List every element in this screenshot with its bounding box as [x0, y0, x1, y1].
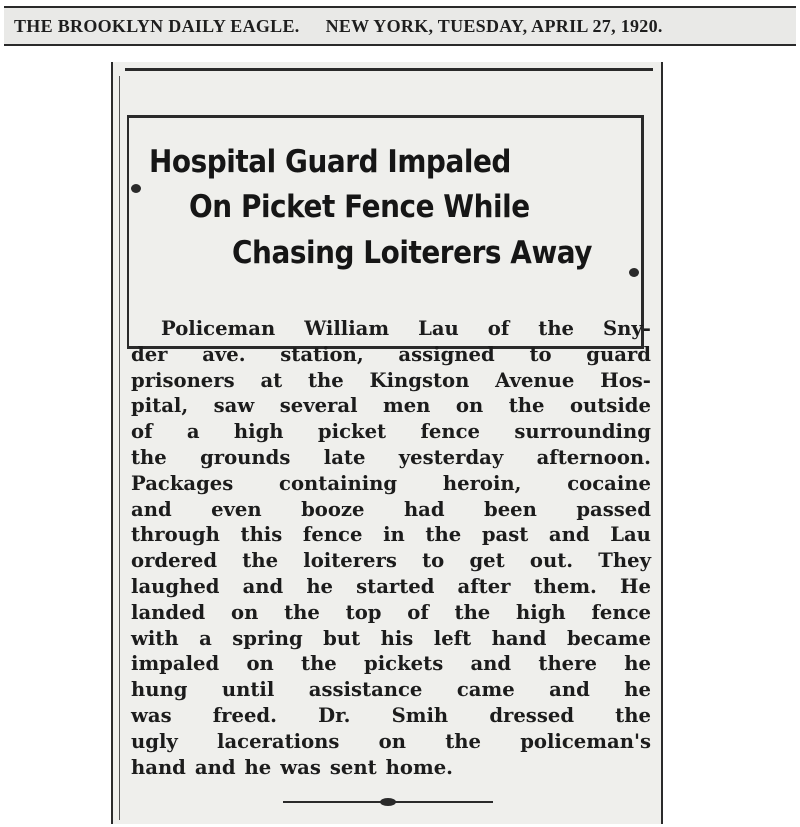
article-word: lacerations: [217, 729, 340, 753]
article-word: Smih: [391, 703, 449, 727]
box-ornament-dot: [629, 268, 639, 277]
article-word: pital,: [131, 394, 189, 418]
article-word: was: [131, 703, 172, 727]
article-word: fence: [302, 523, 363, 547]
article-word: even: [211, 497, 262, 521]
article-word: the: [425, 523, 462, 547]
article-line: [131, 600, 651, 626]
article-word: They: [598, 549, 651, 573]
article-word: past: [481, 523, 529, 547]
article-word: prisoners: [131, 368, 235, 392]
article-word: hand: [131, 755, 186, 779]
article-word: out.: [529, 549, 574, 573]
article-word: fence: [420, 420, 480, 444]
article-line: [131, 316, 651, 342]
article-word: guard: [586, 342, 651, 366]
newspaper-masthead: [4, 6, 796, 46]
article-word: William: [304, 317, 390, 340]
article-word: came: [456, 678, 515, 702]
box-ornament-dot: [131, 184, 141, 193]
article-word: on: [246, 652, 274, 676]
newspaper-name: THE BROOKLYN DAILY EAGLE.: [14, 15, 300, 36]
article-word: ave.: [202, 342, 246, 366]
article-word: pickets: [364, 652, 444, 676]
article-word: high: [516, 600, 566, 624]
article-word: the: [307, 368, 344, 392]
article-word: to: [422, 549, 445, 573]
article-word: in: [383, 523, 405, 547]
article-word: but: [323, 626, 361, 650]
article-word: this: [240, 523, 283, 547]
article-word: top: [345, 600, 382, 624]
article-word: the: [131, 445, 167, 469]
article-word: the: [615, 703, 651, 727]
article-word: high: [233, 420, 284, 444]
article-word: Lau: [610, 523, 651, 547]
article-word: hand: [491, 626, 547, 650]
article-word: the: [301, 652, 337, 676]
article-line: [131, 342, 651, 368]
article-word: yesterday: [398, 445, 504, 469]
article-word: ordered: [131, 549, 218, 573]
article-word: was: [280, 755, 321, 779]
article-word: laughed: [131, 574, 220, 598]
article-word: Dr.: [318, 703, 351, 727]
article-line: [131, 729, 651, 755]
article-word: on: [378, 729, 406, 753]
article-word: Kingston: [369, 368, 470, 392]
headline-line-2: On Picket Fence While: [189, 189, 530, 225]
article-word: Policeman: [161, 317, 276, 340]
article-word: loiterers: [303, 549, 397, 573]
article-word: and: [131, 497, 172, 521]
article-word: assigned: [398, 342, 495, 366]
article-word: a: [199, 626, 212, 650]
article-word: dressed: [489, 703, 575, 727]
article-word: Avenue: [495, 368, 575, 392]
top-rule: [125, 68, 653, 71]
article-word: the: [242, 549, 279, 573]
article-word: he: [624, 678, 651, 702]
article-word: home.: [385, 755, 454, 779]
article-word: and: [470, 652, 512, 676]
article-word: of: [131, 420, 153, 444]
article-word: and: [549, 678, 590, 702]
article-word: started: [356, 574, 435, 598]
article-word: assistance: [308, 678, 423, 702]
article-word: on: [231, 600, 259, 624]
article-word: policeman's: [520, 729, 651, 753]
article-word: late: [323, 445, 366, 469]
article-line: [131, 419, 651, 445]
article-word: of: [487, 317, 510, 340]
article-word: Lau: [418, 317, 459, 340]
article-word: the: [445, 729, 481, 753]
article-word: he: [306, 574, 334, 598]
article-word: He: [619, 574, 651, 598]
article-word: fence: [591, 600, 651, 624]
article-word: of: [407, 600, 429, 624]
newspaper-clipping: [111, 62, 663, 824]
article-word: several: [279, 394, 358, 418]
article-word: until: [221, 678, 275, 702]
article-word: been: [484, 497, 537, 521]
article-line: [131, 677, 651, 703]
article-word: passed: [576, 497, 651, 521]
article-word: impaled: [131, 652, 220, 676]
article-word: afternoon.: [536, 445, 651, 469]
article-word: picket: [317, 420, 387, 444]
article-word: surrounding: [514, 420, 651, 444]
article-line: [131, 445, 651, 471]
headline-line-1: Hospital Guard Impaled: [149, 144, 511, 180]
article-word: had: [403, 497, 445, 521]
article-word: station,: [280, 342, 364, 366]
article-word: his: [380, 626, 414, 650]
article-word: he: [244, 755, 272, 779]
article-word: the: [508, 394, 545, 418]
article-body: [131, 316, 651, 780]
article-word: and: [242, 574, 284, 598]
article-word: he: [624, 652, 651, 676]
article-word: landed: [131, 600, 206, 624]
article-line: [131, 626, 651, 652]
article-word: sent: [329, 755, 377, 779]
article-word: on: [455, 394, 484, 418]
article-word: left: [433, 626, 472, 650]
article-line: [131, 393, 651, 419]
article-word: ugly: [131, 729, 178, 753]
article-word: and: [548, 523, 590, 547]
column-rule: [119, 76, 120, 820]
article-word: heroin,: [442, 471, 522, 495]
article-word: after: [457, 574, 511, 598]
article-line: [131, 755, 651, 781]
article-line: [131, 574, 651, 600]
article-word: cocaine: [567, 471, 651, 495]
article-line: [131, 368, 651, 394]
article-line: [131, 548, 651, 574]
article-word: with: [131, 626, 179, 650]
article-word: der: [131, 342, 168, 366]
article-word: hung: [131, 678, 188, 702]
article-word: get: [469, 549, 505, 573]
article-word: the: [284, 600, 320, 624]
article-word: the: [454, 600, 491, 624]
article-word: to: [529, 342, 552, 366]
article-word: freed.: [212, 703, 277, 727]
article-word: at: [260, 368, 283, 392]
headline-line-3: Chasing Loiterers Away: [232, 235, 593, 271]
article-word: them.: [533, 574, 597, 598]
article-word: through: [131, 523, 220, 547]
article-line: [131, 651, 651, 677]
article-word: saw: [213, 394, 255, 418]
article-line: [131, 497, 651, 523]
article-word: Sny-: [603, 317, 651, 340]
article-line: [131, 522, 651, 548]
article-word: booze: [301, 497, 365, 521]
article-word: and: [194, 755, 236, 779]
article-word: there: [538, 652, 597, 676]
article-line: [131, 471, 651, 497]
article-word: grounds: [200, 445, 291, 469]
headline-box: [127, 115, 644, 349]
article-word: containing: [279, 471, 398, 495]
article-word: spring: [232, 626, 303, 650]
end-ornament-rule: [283, 797, 493, 807]
article-word: men: [382, 394, 431, 418]
article-word: Packages: [131, 471, 234, 495]
article-word: a: [186, 420, 200, 444]
article-word: became: [566, 626, 651, 650]
article-line: [131, 703, 651, 729]
article-word: the: [538, 317, 575, 340]
article-word: outside: [569, 394, 651, 418]
article-word: Hos-: [600, 368, 651, 392]
dateline: NEW YORK, TUESDAY, APRIL 27, 1920.: [325, 15, 663, 36]
